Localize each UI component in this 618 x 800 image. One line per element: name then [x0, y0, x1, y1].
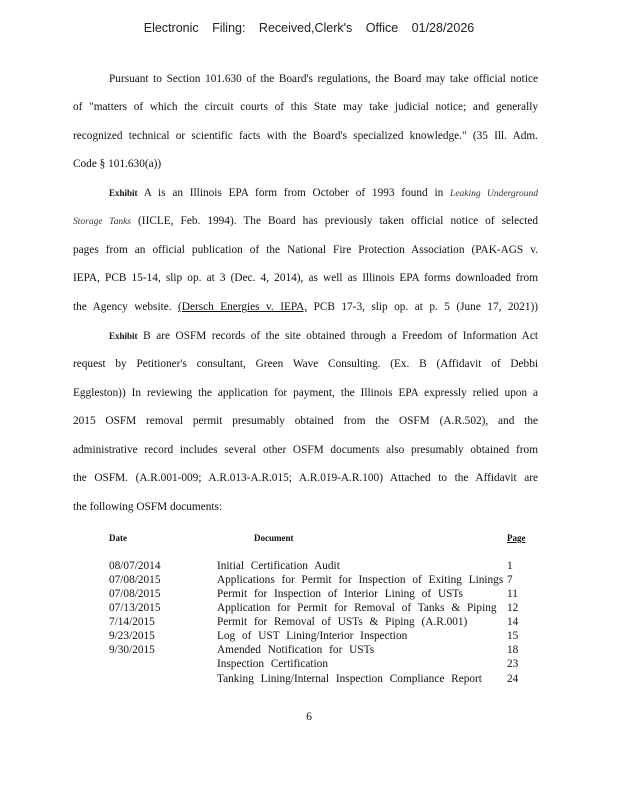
table-row [109, 602, 539, 616]
filing-header: Electronic Filing: Received,Clerk's Office 01/28/2026 [143, 21, 475, 35]
row-date: 07/08/2015 [109, 574, 161, 586]
row-page: 12 [507, 602, 519, 614]
publication-title-part-1: Leaking Underground [450, 189, 538, 199]
row-page: 24 [507, 673, 519, 685]
paragraph-1-line-1: Pursuant to Section 101.630 of the Board's regulations, the Board may take official notice [109, 73, 538, 85]
column-header-document: Document [254, 533, 294, 543]
row-document: Applications for Permit for Inspection of Exiting Linings [217, 574, 504, 586]
exhibit-a-label: Exhibit [109, 188, 138, 198]
table-row [109, 644, 539, 658]
paragraph-2-text: (IICLE, Feb. 1994). The Board has previously taken official notice of selected [138, 215, 538, 227]
paragraph-2-line-4: IEPA, PCB 15-14, slip op. at 3 (Dec. 4, 2014), as well as Illinois EPA forms downloaded from [73, 272, 538, 284]
paragraph-3-line-4: 2015 OSFM removal permit presumably obtained from the OSFM (A.R.502), and the [73, 415, 538, 427]
paragraph-3-line-3: Eggleston)) In reviewing the application for payment, the Illinois EPA expressly relied upon a [73, 387, 538, 399]
row-date: 07/08/2015 [109, 588, 161, 600]
paragraph-3-line-2: request by Petitioner's consultant, Green Wave Consulting. (Ex. B (Affidavit of Debbi [73, 358, 538, 370]
row-document: Permit for Inspection of Interior Lining of USTs [217, 588, 463, 600]
paragraph-3-line-7: the following OSFM documents: [73, 501, 223, 513]
table-row [109, 630, 539, 644]
row-document: Tanking Lining/Internal Inspection Compliance Report [217, 673, 482, 685]
table-row [109, 560, 539, 574]
row-document: Initial Certification Audit [217, 560, 340, 572]
paragraph-3-line-6: the OSFM. (A.R.001-009; A.R.013-A.R.015; A.R.019-A.R.100) Attached to the Affidavit are [73, 472, 538, 484]
case-citation: (Dersch Energies v. IEPA, [178, 301, 308, 313]
paragraph-2-line-1 [73, 187, 538, 199]
row-document: Permit for Removal of USTs & Piping (A.R.001) [217, 616, 468, 628]
paragraph-2-line-2 [73, 215, 538, 227]
table-row [109, 616, 539, 630]
table-row [109, 673, 539, 687]
paragraph-1-line-3: recognized technical or scientific facts with the Board's specialized knowledge." (35 Ill. Adm. [73, 130, 538, 142]
paragraph-2-line-5 [73, 301, 538, 313]
row-document: Application for Permit for Removal of Tanks & Piping [217, 602, 497, 614]
row-document: Inspection Certification [217, 658, 328, 670]
row-page: 15 [507, 630, 519, 642]
row-page: 7 [507, 574, 513, 586]
row-date: 07/13/2015 [109, 602, 161, 614]
row-date: 9/30/2015 [109, 644, 155, 656]
row-page: 11 [507, 588, 518, 600]
exhibit-b-label: Exhibit [109, 331, 138, 341]
table-row [109, 574, 539, 588]
row-document: Log of UST Lining/Interior Inspection [217, 630, 408, 642]
table-row [109, 658, 539, 672]
row-page: 23 [507, 658, 519, 670]
paragraph-3-line-1 [73, 330, 538, 342]
row-page: 18 [507, 644, 519, 656]
row-date: 9/23/2015 [109, 630, 155, 642]
paragraph-2-text: the Agency website. [73, 301, 172, 313]
row-page: 14 [507, 616, 519, 628]
paragraph-1-line-4: Code § 101.630(a)) [73, 158, 162, 170]
paragraph-1-line-2: of "matters of which the circuit courts of this State may take judicial notice; and generally [73, 101, 538, 113]
paragraph-3-line-5: administrative record includes several other OSFM documents also presumably obtained from [73, 444, 538, 456]
paragraph-3-text: B are OSFM records of the site obtained through a Freedom of Information Act [143, 330, 538, 342]
row-page: 1 [507, 560, 513, 572]
paragraph-2-text: A is an Illinois EPA form from October of 1993 found in [143, 187, 444, 199]
paragraph-2-text: PCB 17-3, slip op. at p. 5 (June 17, 2021)) [313, 301, 539, 313]
table-row [109, 588, 539, 602]
column-header-date: Date [109, 533, 127, 543]
row-date: 7/14/2015 [109, 616, 155, 628]
row-date: 08/07/2014 [109, 560, 161, 572]
column-header-page: Page [507, 533, 526, 543]
page-number: 6 [306, 711, 312, 723]
publication-title-part-2: Storage Tanks [73, 217, 131, 227]
paragraph-2-line-3: pages from an official publication of the National Fire Protection Association (PAK-AGS v. [73, 244, 538, 256]
row-document: Amended Notification for USTs [217, 644, 375, 656]
